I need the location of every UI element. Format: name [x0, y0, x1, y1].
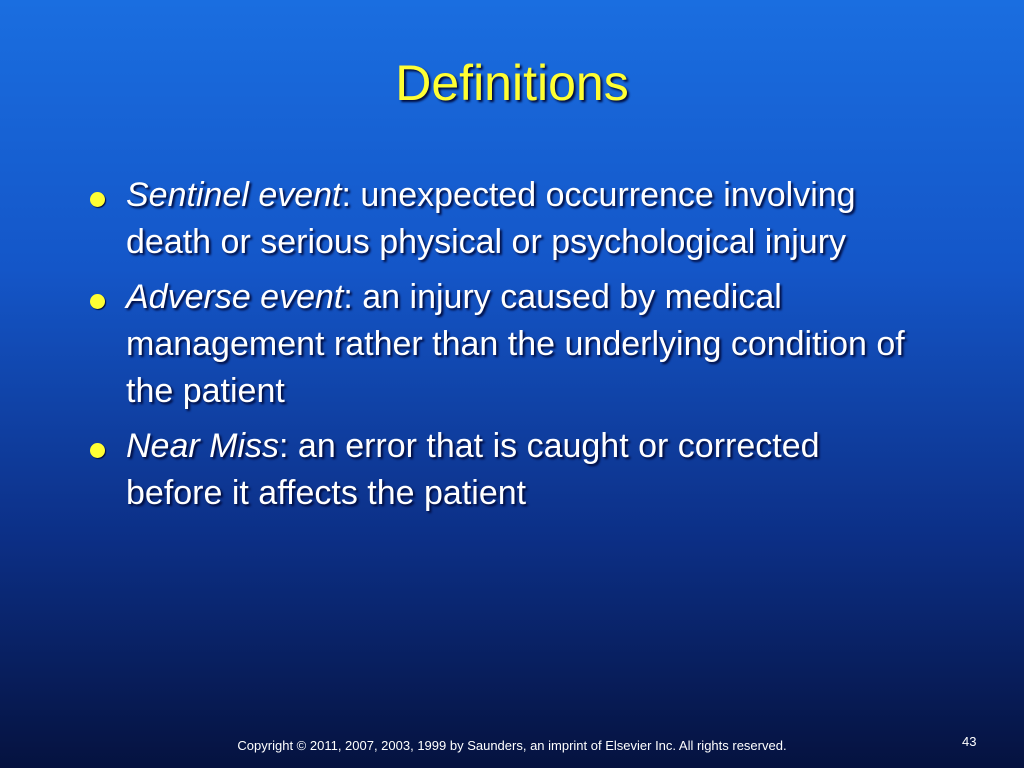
bullet-definition: : unexpected occurrence involving death or serious physical or psychological injury [126, 176, 856, 261]
bullet-term: Near Miss [126, 427, 280, 465]
bullet-dot-icon [90, 192, 105, 207]
bullet-definition: : an error that is caught or corrected before it affects the patient [126, 427, 820, 512]
copyright-footer: Copyright © 2011, 2007, 2003, 1999 by Saunders, an imprint of Elsevier Inc. All rights reserved. [237, 738, 787, 753]
bullet-term: Adverse event [126, 278, 344, 316]
bullet-item-near-miss [84, 423, 924, 517]
bullet-term: Sentinel event [126, 176, 342, 214]
page-number: 43 [962, 734, 977, 749]
bullet-dot-icon [90, 294, 105, 309]
bullet-definition: : an injury caused by medical management rather than the underlying condition of the patient [126, 278, 905, 410]
bullet-dot-icon [90, 443, 105, 458]
bullet-item-sentinel-event [84, 172, 924, 266]
bullet-item-adverse-event [84, 274, 924, 415]
bullet-list [84, 172, 924, 525]
slide-title: Definitions [395, 55, 629, 111]
